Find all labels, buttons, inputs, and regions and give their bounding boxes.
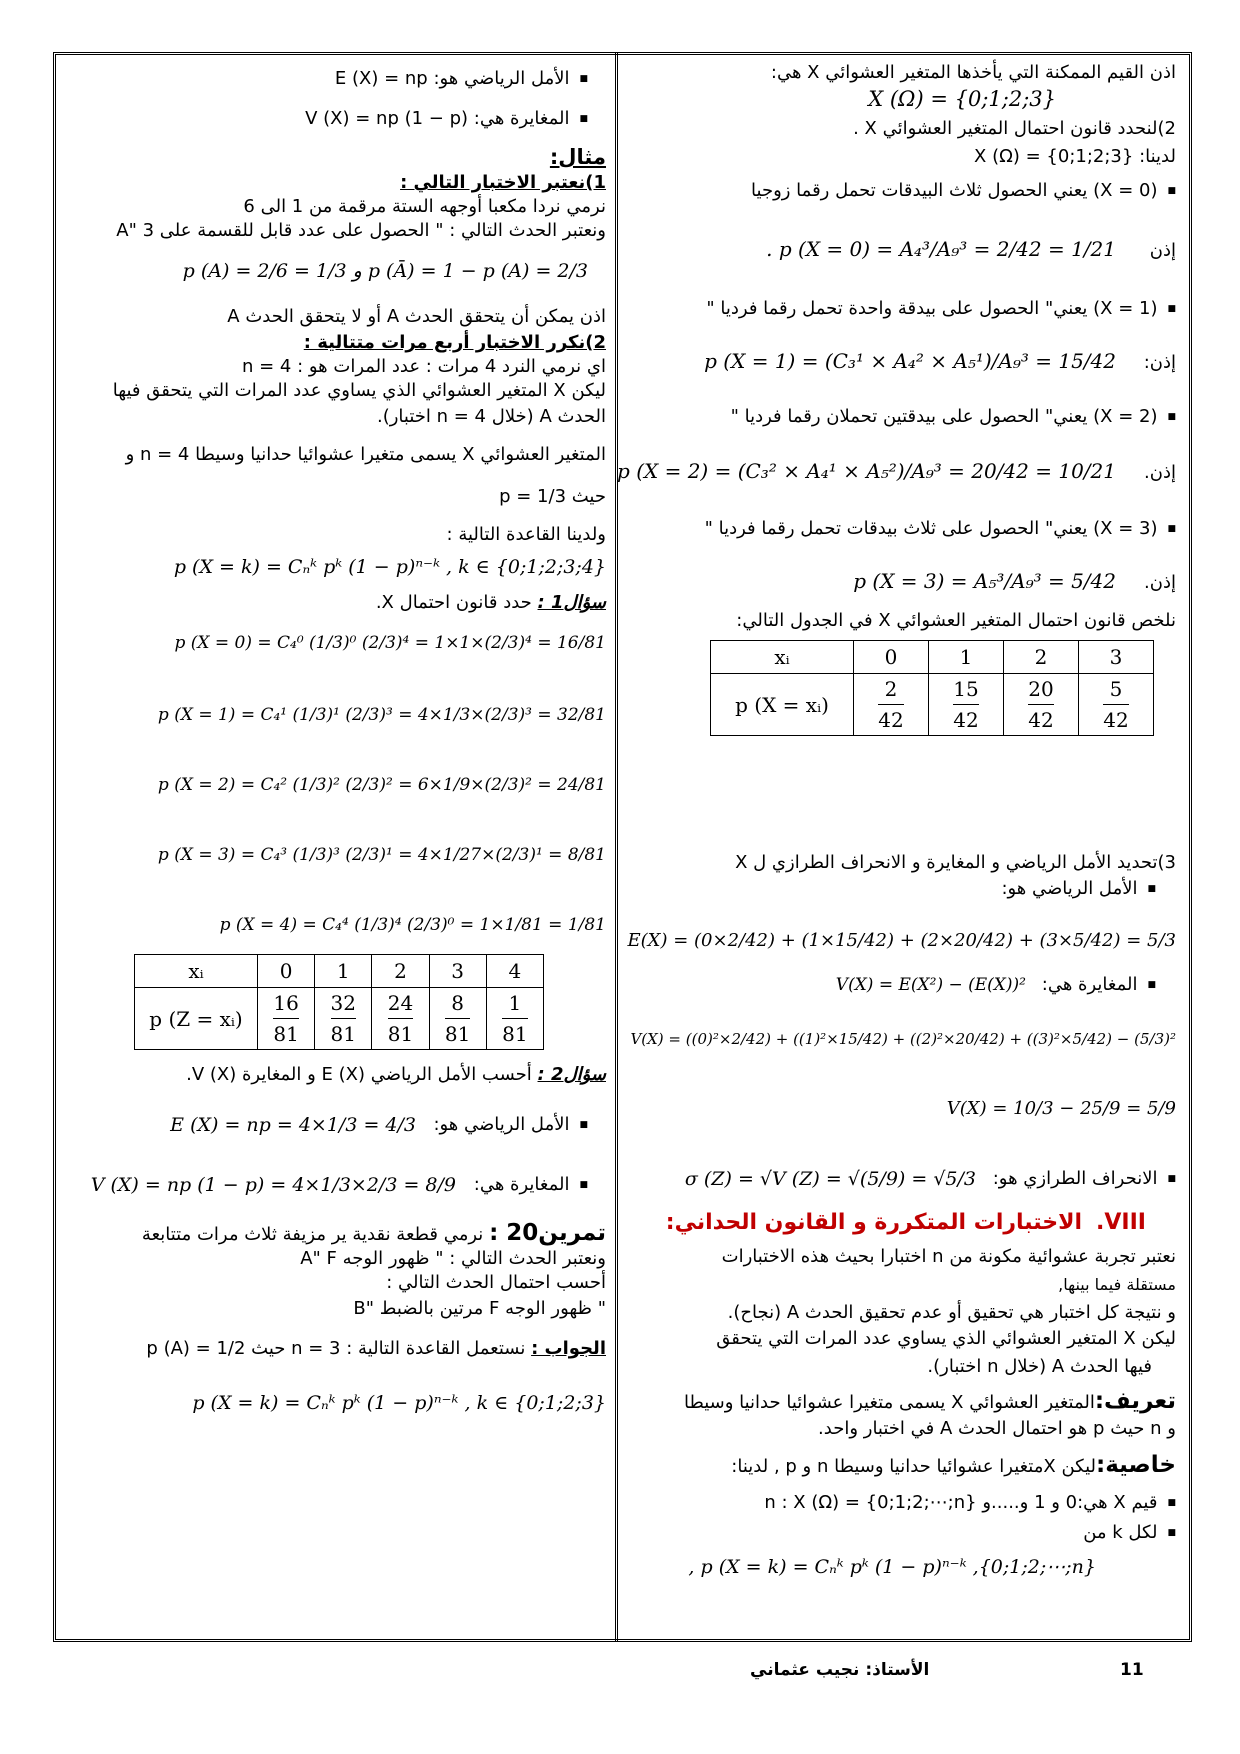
math-line: p (X = 2) = C₄² (1/3)² (2/3)² = 6×1/9×(2/3)² = 24/81 bbox=[157, 775, 606, 795]
property-line: خاصية:ليكن Xمتغيرا عشوائيا حدانيا وسيطا n و p , لدينا: bbox=[731, 1452, 1176, 1478]
section-title: VIII.الاختبارات المتكررة و القانون الحداني: bbox=[665, 1210, 1146, 1235]
text-line: ونعتبر الحدث التالي : " الحصول على عدد قابل للقسمة على 3 "A bbox=[116, 220, 606, 241]
table-cell: 2 bbox=[1004, 641, 1079, 674]
bullet-line: ■ الأمل الرياضي هو: bbox=[433, 1114, 588, 1136]
text-line: حيث p = 1/3 bbox=[499, 486, 606, 507]
text-line: لدينا: X (Ω) = {0;1;2;3} bbox=[974, 146, 1176, 167]
math-line: p (X = 3) = C₄³ (1/3)³ (2/3)¹ = 4×1/27×(2/3)¹ = 8/81 bbox=[157, 845, 606, 865]
bullet-line: ■ المغايرة هي: bbox=[474, 1174, 588, 1196]
page-number: 11 bbox=[1120, 1660, 1144, 1680]
math-line: σ (Z) = √V (Z) = √(5/9) = √5/3 bbox=[684, 1168, 976, 1190]
table-header: p (X = xᵢ) bbox=[711, 674, 854, 736]
text-line: ليكن X المتغير العشوائي الذي يساوي عدد المرات التي يتحقق bbox=[716, 1328, 1176, 1349]
bullet-line: ■ لكل k من bbox=[1083, 1522, 1176, 1544]
table-cell: 4 bbox=[486, 955, 543, 988]
math-line: E(X) = (0×2/42) + (1×15/42) + (2×20/42) + (3×5/42) = 5/3 bbox=[627, 930, 1176, 951]
text-line: 2)لنحدد قانون احتمال المتغير العشوائي X . bbox=[853, 118, 1176, 139]
table-cell: 2 bbox=[372, 955, 429, 988]
bullet-line: ■ (X = 1) يعني" الحصول على بيدقة واحدة تحمل رقما فرديا " bbox=[706, 298, 1176, 320]
column-divider bbox=[615, 52, 618, 1642]
bullet-line: ■ المغايرة هي: V (X) = np (1 − p) bbox=[305, 108, 588, 130]
math-line: V(X) = E(X²) − (E(X))² bbox=[835, 975, 1026, 995]
text-line: اي نرمي النرد 4 مرات : عدد المرات هو : 4 = n bbox=[241, 356, 606, 377]
text-line: ليكن X المتغير العشوائي الذي يساوي عدد المرات التي يتحقق فيها bbox=[112, 380, 606, 401]
probability-table-right bbox=[710, 640, 1154, 736]
bullet-line: ■ الأمل الرياضي هو: E (X) = np bbox=[335, 68, 588, 90]
table-cell: 3 bbox=[429, 955, 486, 988]
text-line: ولدينا القاعدة التالية : bbox=[446, 524, 606, 545]
text-line: إذن. bbox=[1144, 462, 1176, 483]
text-line: اذن يمكن أن يتحقق الحدث A أو لا يتحقق الحدث A bbox=[227, 306, 606, 327]
text-line: و n حيث p هو احتمال الحدث A في اختبار واحد. bbox=[818, 1418, 1176, 1439]
math-line: , p (X = k) = Cₙᵏ pᵏ (1 − p)ⁿ⁻ᵏ ,{0;1;2;⋯;n} bbox=[688, 1556, 1096, 1578]
table-cell: $\frac{15}{42}$ bbox=[929, 674, 1004, 736]
question-line: سؤال2 : أحسب الأمل الرياضي E (X) و المغايرة V (X). bbox=[186, 1064, 606, 1085]
math-line: p (X = 0) = C₄⁰ (1/3)⁰ (2/3)⁴ = 1×1×(2/3)⁴ = 16/81 bbox=[174, 633, 606, 653]
table-header: xᵢ bbox=[711, 641, 854, 674]
bullet-line: ■ الانحراف الطرازي هو: bbox=[993, 1168, 1176, 1190]
math-line: p (X = 1) = C₄¹ (1/3)¹ (2/3)³ = 4×1/3×(2/3)³ = 32/81 bbox=[157, 705, 606, 725]
definition-line: تعريف:المتغير العشوائي X يسمى متغيرا عشوائيا حدانيا وسيطا bbox=[683, 1388, 1176, 1414]
bullet-line: ■ (X = 2) يعني" الحصول على بيدقتين تحملان رقما فرديا " bbox=[731, 406, 1176, 428]
text-line: نعتبر تجربة عشوائية مكونة من n اختبارا بحيث هذه الاختبارات bbox=[721, 1246, 1176, 1267]
text-line: ونعتبر الحدث التالي : " ظهور الوجه A" F bbox=[300, 1248, 606, 1269]
math-line: p (X = k) = Cₙᵏ pᵏ (1 − p)ⁿ⁻ᵏ , k ∈ {0;1;2;3} bbox=[192, 1392, 606, 1414]
bullet-line: ■ (X = 3) يعني" الحصول على ثلاث بيدقات تحمل رقما فرديا " bbox=[705, 518, 1176, 540]
bullet-line: ■ قيم X هي:0 و 1 و.....و n : X (Ω) = {0;1;2;⋯;n} bbox=[764, 1492, 1176, 1514]
math-line: p (X = 1) = (C₃¹ × A₄² × A₅¹)/A₉³ = 15/42 bbox=[704, 349, 1116, 373]
math-line: . p (X = 0) = A₄³/A₉³ = 2/42 = 1/21 bbox=[766, 237, 1116, 261]
heading: 2)نكرر الاختبار أربع مرات متتالية : bbox=[303, 332, 606, 353]
text-line: و نتيجة كل اختبار هي تحقيق أو عدم تحقيق الحدث A (نجاح). bbox=[727, 1302, 1176, 1323]
text-line: فيها الحدث A (خلال n اختبار). bbox=[927, 1356, 1152, 1377]
text-line: أحسب احتمال الحدث التالي : bbox=[386, 1272, 606, 1293]
answer-line: الجواب : نستعمل القاعدة التالية : n = 3 حيث p (A) = 1/2 bbox=[146, 1338, 606, 1359]
math-line: p (X = 3) = A₅³/A₉³ = 5/42 bbox=[853, 569, 1116, 593]
example-label: مثال: bbox=[549, 145, 606, 169]
exercise-line: تمرين20 : نرمي قطعة نقدية ير مزيفة ثلاث مرات متتابعة bbox=[141, 1220, 606, 1246]
text-line: إذن. bbox=[1144, 572, 1176, 593]
math-line: V (X) = np (1 − p) = 4×1/3×2/3 = 8/9 bbox=[90, 1174, 456, 1196]
math-line: p (A) = 2/6 = 1/3 و p (Ā) = 1 − p (A) = 2/3 bbox=[182, 260, 588, 282]
text-line: " ظهور الوجه F مرتين بالضبط "B bbox=[353, 1298, 606, 1319]
text-line: إذن: bbox=[1143, 352, 1176, 373]
bullet-line: ■ (X = 0) يعني الحصول ثلاث البيدقات تحمل رقما زوجيا bbox=[751, 180, 1176, 202]
text-line: الحدث A (خلال n = 4 اختبار). bbox=[376, 406, 606, 427]
table-cell: $\frac{20}{42}$ bbox=[1004, 674, 1079, 736]
table-header: xᵢ bbox=[135, 955, 258, 988]
author-name: الأستاذ: نجيب عثماني bbox=[750, 1660, 930, 1680]
text-line: 3)تحديد الأمل الرياضي و المغايرة و الانحراف الطرازي ل X bbox=[735, 852, 1176, 873]
math-line: p (X = 4) = C₄⁴ (1/3)⁴ (2/3)⁰ = 1×1/81 = 1/81 bbox=[219, 915, 606, 935]
question-line: سؤال1 : حدد قانون احتمال X. bbox=[375, 592, 606, 613]
table-cell: $\frac{5}{42}$ bbox=[1079, 674, 1154, 736]
table-cell: $\frac{32}{81}$ bbox=[315, 988, 372, 1050]
text-line: المتغير العشوائي X يسمى متغيرا عشوائيا حدانيا وسيطا n = 4 و bbox=[125, 444, 606, 465]
math-line: p (X = k) = Cₙᵏ pᵏ (1 − p)ⁿ⁻ᵏ , k ∈ {0;1;2;3;4} bbox=[173, 556, 606, 578]
table-header: p (Z = xᵢ) bbox=[135, 988, 258, 1050]
table-cell: 1 bbox=[315, 955, 372, 988]
table-cell: 3 bbox=[1079, 641, 1154, 674]
probability-table-left bbox=[134, 954, 544, 1050]
math-line: X (Ω) = {0;1;2;3} bbox=[868, 87, 1056, 111]
table-cell: $\frac{1}{81}$ bbox=[486, 988, 543, 1050]
table-cell: $\frac{2}{42}$ bbox=[854, 674, 929, 736]
table-cell: 1 bbox=[929, 641, 1004, 674]
bullet-line: ■ الأمل الرياضي هو: bbox=[1001, 878, 1156, 900]
text-line: إذن bbox=[1149, 240, 1176, 261]
text-line: اذن القيم الممكنة التي يأخذها المتغير العشوائي X هي: bbox=[770, 62, 1176, 83]
math-line: V(X) = 10/3 − 25/9 = 5/9 bbox=[946, 1098, 1176, 1119]
table-cell: 0 bbox=[258, 955, 315, 988]
bullet-line: ■ المغايرة هي: bbox=[1042, 974, 1156, 996]
text-line: مستقلة فيما بينها, bbox=[1058, 1275, 1176, 1294]
table-cell: $\frac{8}{81}$ bbox=[429, 988, 486, 1050]
table-cell: $\frac{24}{81}$ bbox=[372, 988, 429, 1050]
text-line: نرمي نردا مكعبا أوجهه الستة مرقمة من 1 الى 6 bbox=[243, 196, 606, 217]
text-line: نلخص قانون احتمال المتغير العشوائي X في الجدول التالي: bbox=[736, 610, 1176, 631]
table-cell: 0 bbox=[854, 641, 929, 674]
table-cell: $\frac{16}{81}$ bbox=[258, 988, 315, 1050]
math-line: E (X) = np = 4×1/3 = 4/3 bbox=[170, 1114, 416, 1136]
math-line: V(X) = ((0)²×2/42) + ((1)²×15/42) + ((2)²×20/42) + ((3)²×5/42) − (5/3)² bbox=[630, 1030, 1176, 1048]
heading: 1)نعتبر الاختبار التالي : bbox=[400, 172, 606, 193]
math-line: p (X = 2) = (C₃² × A₄¹ × A₅²)/A₉³ = 20/42 = 10/21 bbox=[617, 459, 1116, 483]
